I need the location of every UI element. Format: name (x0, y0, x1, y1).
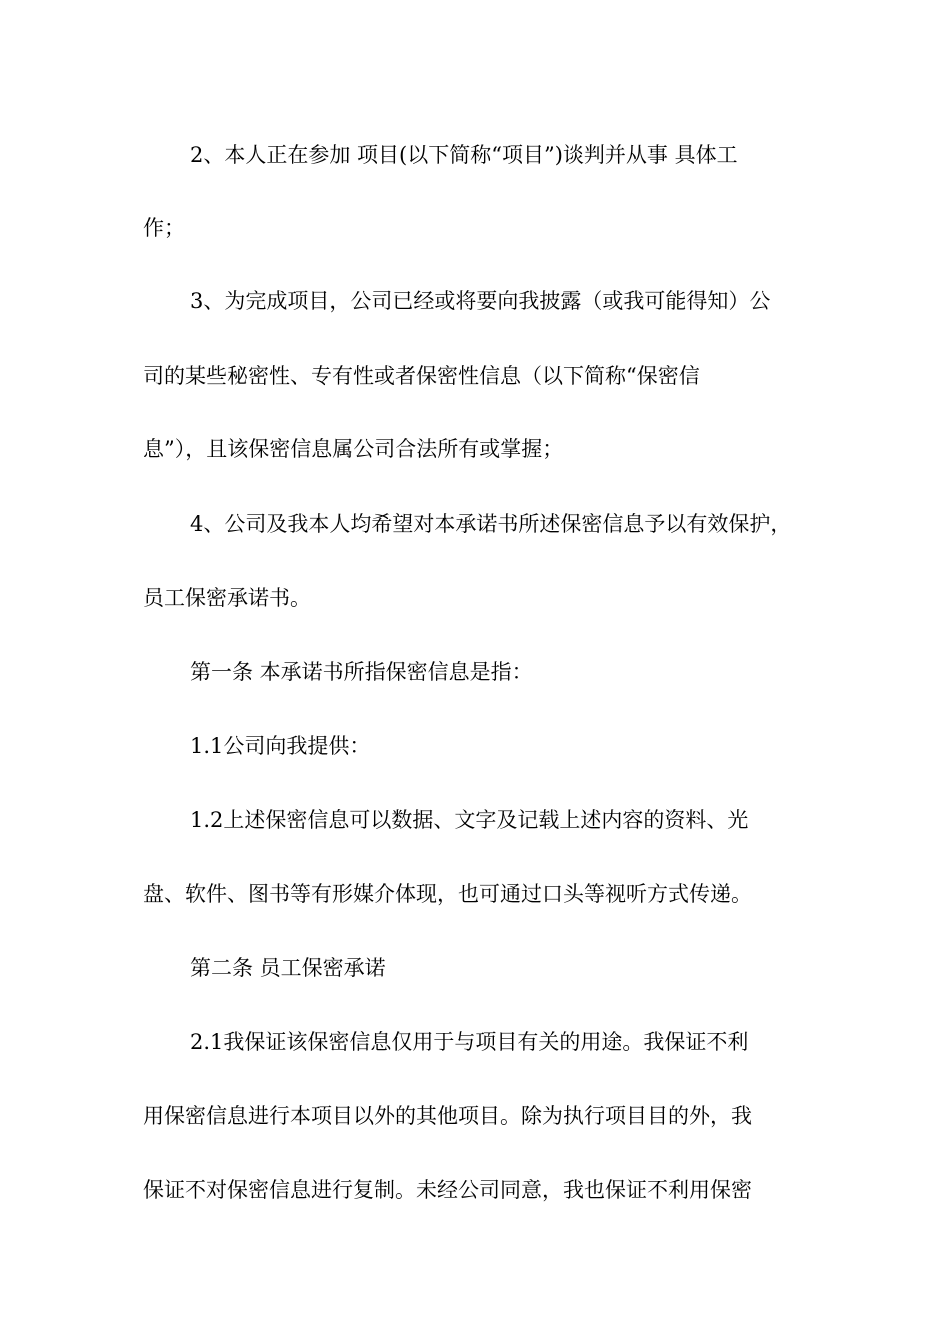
paragraph-2-line-2: 作； (143, 216, 185, 240)
clause-1-1: 1.1公司向我提供： (190, 734, 371, 758)
paragraph-3-line-3: 息”），且该保密信息属公司合法所有或掌握； (143, 437, 564, 461)
paragraph-3-line-1: 3、为完成项目，公司已经或将要向我披露（或我可能得知）公 (190, 289, 771, 313)
paragraph-4-line-1: 4、公司及我本人均希望对本承诺书所述保密信息予以有效保护， (190, 512, 792, 536)
clause-1-2-line-1: 1.2上述保密信息可以数据、文字及记载上述内容的资料、光 (190, 808, 749, 832)
clause-2-1-line-1: 2.1我保证该保密信息仅用于与项目有关的用途。我保证不利 (190, 1030, 749, 1054)
article-2-heading: 第二条 员工保密承诺 (190, 956, 386, 980)
article-1-heading: 第一条 本承诺书所指保密信息是指： (190, 660, 533, 684)
clause-1-2-line-2: 盘、软件、图书等有形媒介体现，也可通过口头等视听方式传递。 (143, 882, 752, 906)
paragraph-3-line-2: 司的某些秘密性、专有性或者保密性信息（以下简称“保密信 (143, 364, 700, 388)
clause-2-1-line-3: 保证不对保密信息进行复制。未经公司同意，我也保证不利用保密 (143, 1178, 752, 1202)
paragraph-2-line-1: 2、本人正在参加 项目(以下简称“项目”)谈判并从事 具体工 (190, 143, 738, 167)
clause-2-1-line-2: 用保密信息进行本项目以外的其他项目。除为执行项目目的外，我 (143, 1104, 752, 1128)
paragraph-4-line-2: 员工保密承诺书。 (143, 586, 311, 610)
